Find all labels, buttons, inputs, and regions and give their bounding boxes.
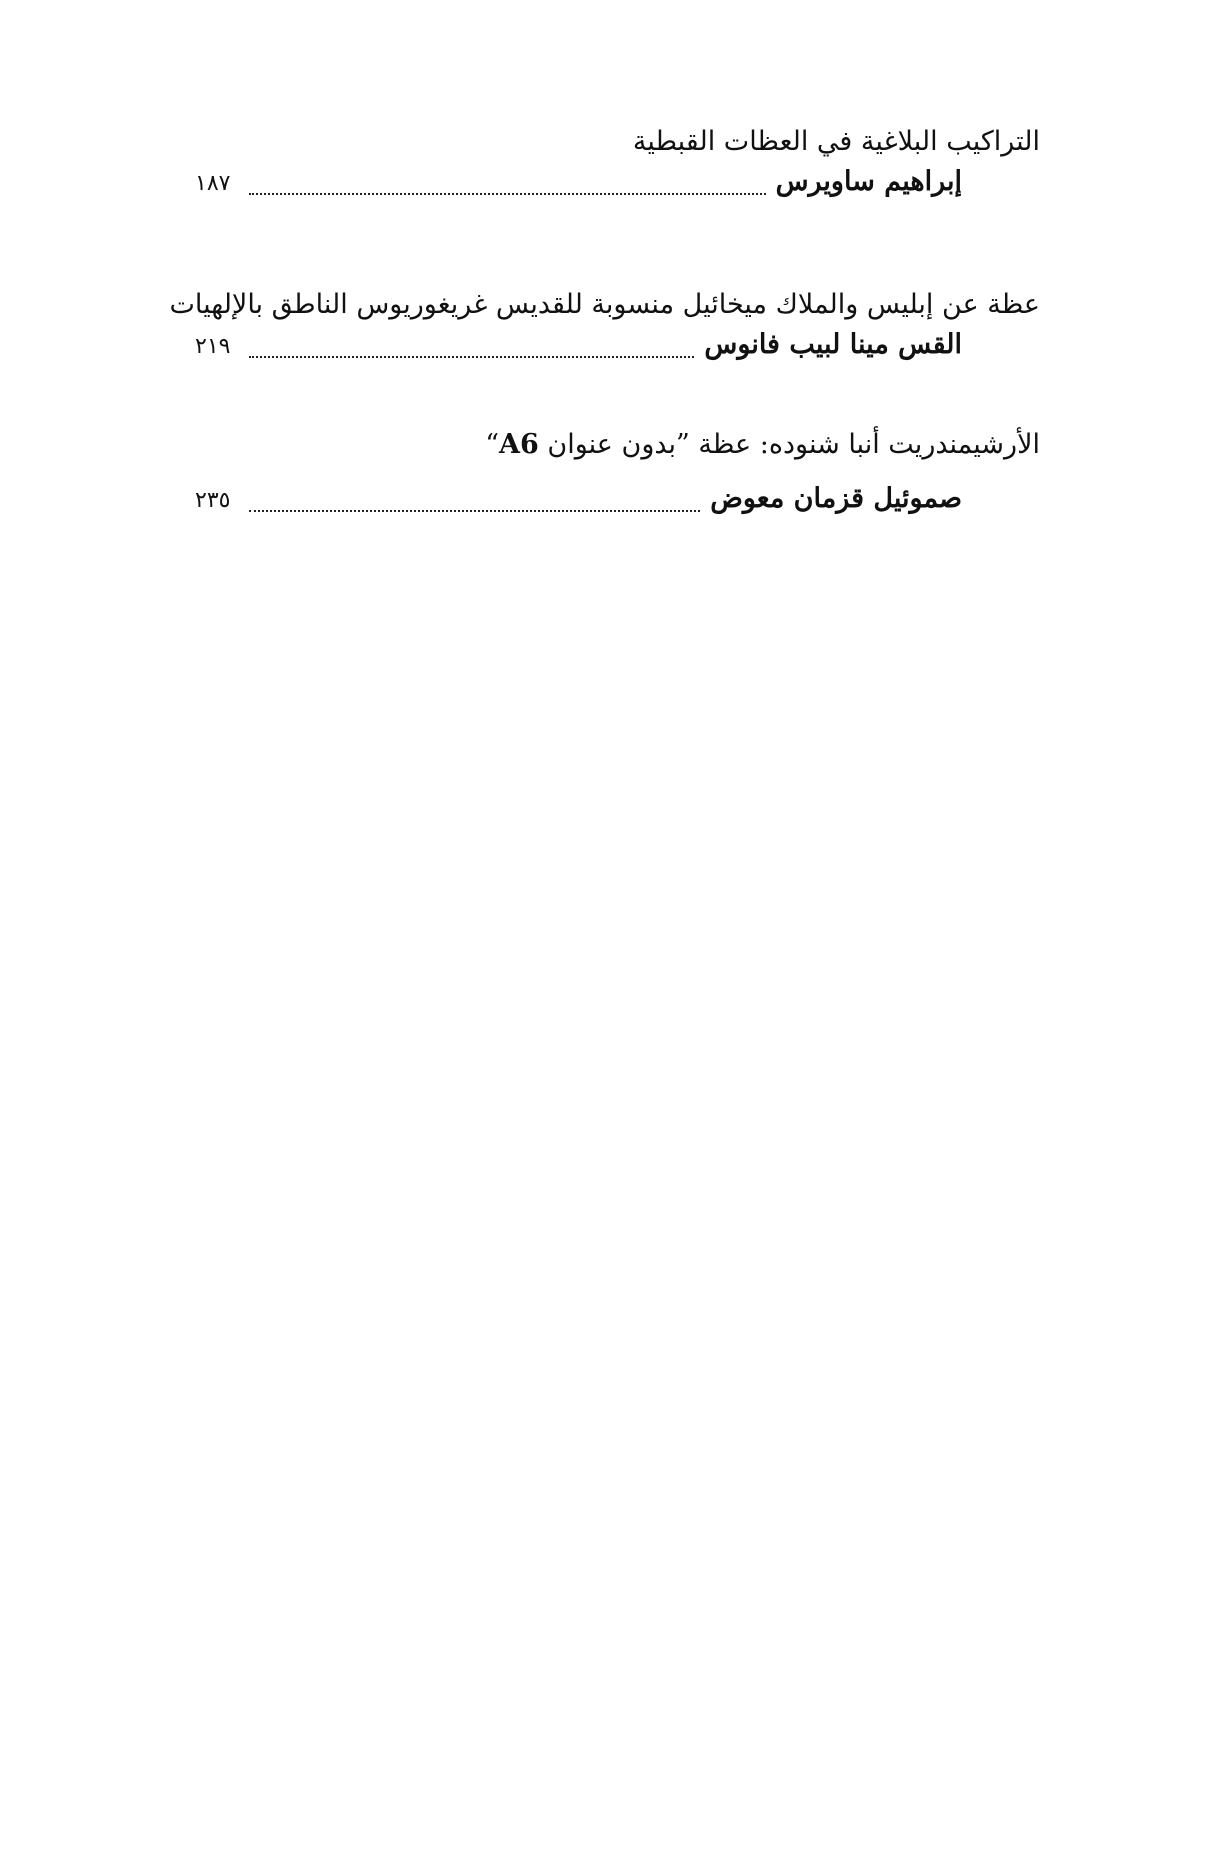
dot-leader bbox=[249, 193, 766, 195]
page-number: ١٨٧ bbox=[195, 171, 231, 196]
dot-leader bbox=[249, 356, 694, 358]
dot-leader bbox=[249, 510, 700, 512]
entry-title-text: الأرشيمندريت أنبا شنوده: عظة ”بدون عنوان bbox=[538, 429, 1040, 460]
author-line bbox=[195, 162, 962, 206]
author-line bbox=[195, 325, 962, 369]
author-line bbox=[195, 479, 962, 523]
entry-title bbox=[195, 122, 1040, 162]
page-number: ٢٣٥ bbox=[195, 488, 231, 513]
entry-title-code: A6 bbox=[499, 429, 539, 460]
entry-author: صموئيل قزمان معوض bbox=[710, 483, 962, 514]
toc-entry bbox=[195, 122, 1040, 206]
page-number: ٢١٩ bbox=[195, 334, 231, 359]
toc-entry bbox=[169, 285, 1040, 369]
entry-title-end-quote: “ bbox=[485, 429, 500, 460]
toc-entry bbox=[195, 425, 1040, 523]
entry-title-text: التراكيب البلاغية في العظات القبطية bbox=[632, 126, 1040, 157]
entry-title bbox=[195, 425, 1040, 465]
entry-author: إبراهيم ساويرس bbox=[775, 166, 962, 197]
entry-author: القس مينا لبيب فانوس bbox=[704, 329, 962, 360]
entry-title-text: عظة عن إبليس والملاك ميخائيل منسوبة للقديس غريغوريوس الناطق بالإلهيات bbox=[169, 289, 1040, 320]
entry-title bbox=[169, 285, 1040, 325]
